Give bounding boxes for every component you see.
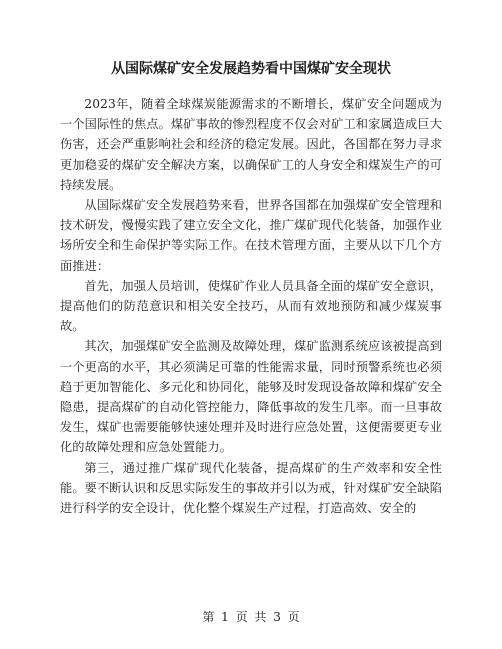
paragraph-first: 首先，加强人员培训，使煤矿作业人员具备全面的煤矿安全意识，提高他们的防范意识和相关安全技巧，从而有效地预防和减少煤炭事故。 [60,278,442,334]
document-title: 从国际煤矿安全发展趋势看中国煤矿安全现状 [111,61,391,77]
page-number-footer: 第 1 页 共 3 页 [202,610,300,624]
paragraph-intro: 2023年，随着全球煤炭能源需求的不断增长，煤矿安全问题成为一个国际性的焦点。煤矿事故的惨烈程度不仅会对矿工和家属造成巨大伤害，还会严重影响社会和经济的稳定发展。因此，各国都在努力寻求更加稳妥的煤矿安全解决方案，以确保矿工的人身安全和煤炭生产的可持续发展。 [60,97,442,192]
document-body [60,94,442,518]
paragraph-second: 其次，加强煤矿安全监测及故障处理，煤矿监测系统应该被提高到一个更高的水平，其必须满足可靠的性能需求量，同时预警系统也必须趋于更加智能化、多元化和协同化，能够及时发现设备故障和煤矿安全隐患，提高煤矿的自动化管控能力，降低事故的发生几率。而一旦事故发生，煤矿也需要能够快速处理并及时进行应急处置，这便需要更专业化的故障处理和应急处置能力。 [60,339,442,455]
paragraph-third: 第三，通过推广煤矿现代化装备，提高煤矿的生产效率和安全性能。要不断认识和反思实际发生的事故并引以为戒，针对煤矿安全缺陷进行科学的安全设计，优化整个煤炭生产过程，打造高效、安全的 [60,460,442,516]
paragraph-trends: 从国际煤矿安全发展趋势来看，世界各国都在加强煤矿安全管理和技术研发，慢慢实践了建立安全文化，推广煤矿现代化装备，加强作业场所安全和生命保护等实际工作。在技术管理方面，主要从以下几个方面推进： [60,198,442,273]
